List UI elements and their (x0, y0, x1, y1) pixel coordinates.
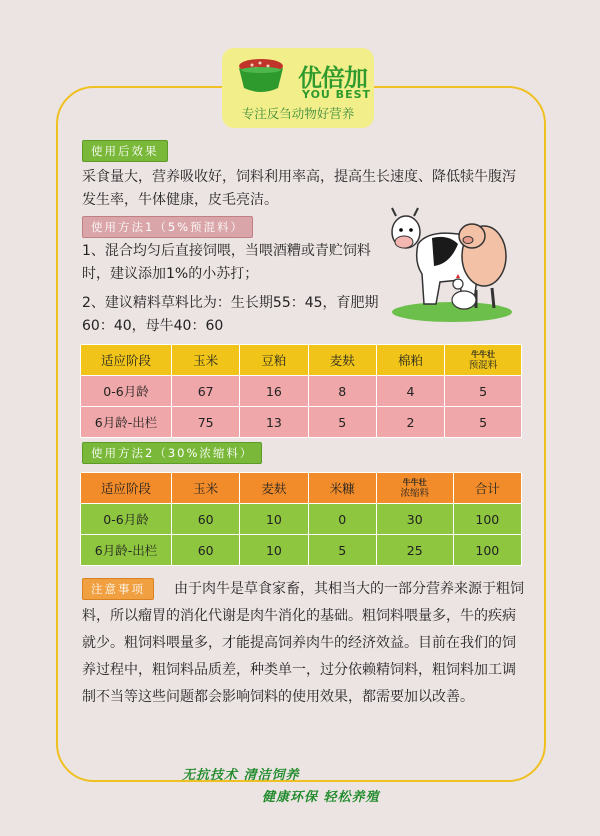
method2-tag: 使用方法2（30%浓缩料） (82, 442, 262, 464)
premix-table-header (81, 345, 522, 376)
cell-stage: 0-6月龄 (81, 376, 172, 407)
cell-stage: 6月龄-出栏 (81, 407, 172, 438)
brand-english: YOU BEST (302, 88, 372, 101)
cell-value: 67 (172, 376, 240, 407)
concentrate-table-header (81, 473, 522, 504)
notice-text: 由于肉牛是草食家畜，其相当大的一部分营养来源于粗饲料，所以瘤胃的消化代谢是肉牛消化的基础。粗饲料喂量多，牛的疾病就少。粗饲料喂量多，才能提高饲养肉牛的经济效益。目前在我们的饲养过程中，粗饲料品质差，种类单一，过分依赖精饲料，粗饲料加工调制不当等这些问题都会影响饲料的使用效果，都需要加以改善。 (82, 581, 524, 705)
table-row (81, 376, 522, 407)
cell-value: 0 (308, 504, 376, 535)
header-stage: 适应阶段 (81, 473, 172, 504)
cell-value: 25 (376, 535, 453, 566)
cell-value: 30 (376, 504, 453, 535)
cell-stage: 6月龄-出栏 (81, 535, 172, 566)
cell-value: 5 (445, 376, 522, 407)
cell-value: 10 (240, 504, 308, 535)
footer-slogan-1: 无抗技术 清洁饲养 (182, 768, 300, 783)
effect-text: 采食量大，营养吸收好，饲料利用率高，提高生长速度、降低犊牛腹泻发生率，牛体健康，皮毛亮洁。 (82, 169, 516, 208)
table-row (81, 535, 522, 566)
brand-logo (222, 48, 374, 128)
cell-value: 75 (172, 407, 240, 438)
header-total: 合计 (453, 473, 521, 504)
cell-stage: 0-6月龄 (81, 504, 172, 535)
cell-value: 2 (376, 407, 444, 438)
concentrate-label: 浓缩料 (400, 487, 429, 499)
header-cottonmeal: 棉粕 (376, 345, 444, 376)
cell-value: 100 (453, 504, 521, 535)
header-concentrate (376, 473, 453, 504)
header-corn: 玉米 (172, 345, 240, 376)
method1-line2: 2、建议精料草料比为：生长期55：45，育肥期60：40，母牛40：60 (82, 295, 379, 334)
table-row (81, 504, 522, 535)
concentrate-brand: 牛牛壮 (402, 477, 427, 487)
cell-value: 13 (240, 407, 308, 438)
cell-value: 16 (240, 376, 308, 407)
method1-line1: 1、混合均匀后直接饲喂，当喂酒糟或青贮饲料时，建议添加1%的小苏打； (82, 243, 371, 282)
notice-tag: 注意事项 (82, 578, 154, 600)
brand-slogan: 专注反刍动物好营养 (241, 106, 355, 121)
method1-tag: 使用方法1（5%预混料） (82, 216, 253, 238)
cell-value: 8 (308, 376, 376, 407)
feed-bowl-icon (236, 56, 286, 96)
premix-table (80, 344, 522, 438)
header-premix (445, 345, 522, 376)
cell-value: 5 (445, 407, 522, 438)
cell-value: 60 (172, 535, 240, 566)
cell-value: 4 (376, 376, 444, 407)
livestock-illustration (388, 204, 516, 324)
brand-name: 优倍加 (298, 64, 367, 92)
header-bran: 麦麸 (308, 345, 376, 376)
cell-value: 60 (172, 504, 240, 535)
footer-slogan-2: 健康环保 轻松养殖 (262, 790, 380, 805)
concentrate-table (80, 472, 522, 566)
cell-value: 5 (308, 407, 376, 438)
header-bran: 麦麸 (240, 473, 308, 504)
cell-value: 10 (240, 535, 308, 566)
header-corn: 玉米 (172, 473, 240, 504)
header-stage: 适应阶段 (81, 345, 172, 376)
table-row (81, 407, 522, 438)
header-soymeal: 豆粕 (240, 345, 308, 376)
header-rice-bran: 米糠 (308, 473, 376, 504)
cell-value: 100 (453, 535, 521, 566)
effect-tag: 使用后效果 (82, 140, 168, 162)
cell-value: 5 (308, 535, 376, 566)
premix-label: 预混料 (468, 359, 498, 371)
premix-brand: 牛牛壮 (471, 349, 496, 359)
